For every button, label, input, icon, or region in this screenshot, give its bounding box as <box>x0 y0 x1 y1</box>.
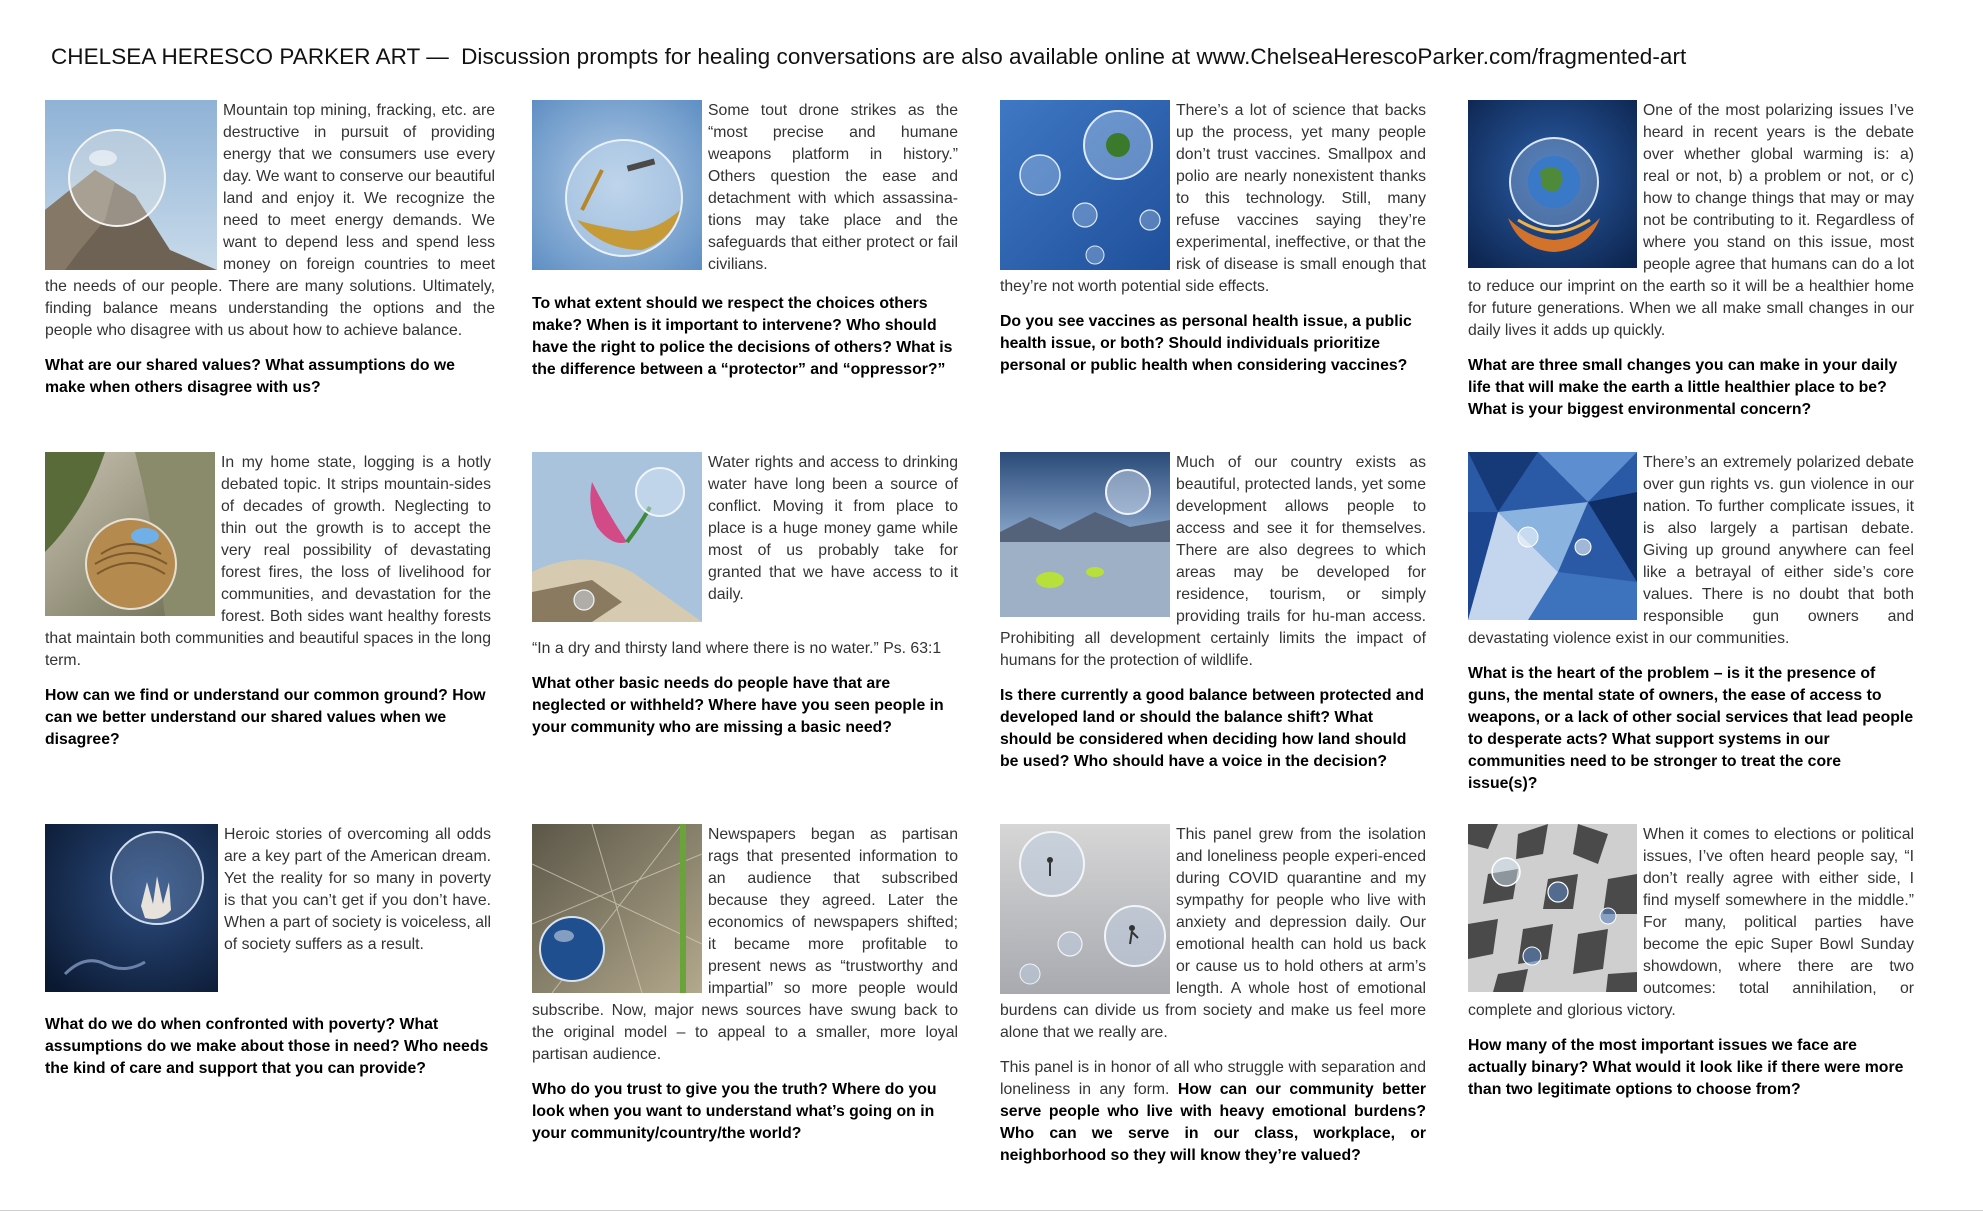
panel-text: One of the most polarizing issues I’ve heard in recent years is the debate over whether global warming is: a) real or not, b) a problem or not, or c) how to change things that may or may not be contributing to it. Regardless of where you stand on this issue, most people agree that humans can do a lot to reduce our imprint on the earth so it will be a healthier home for future generations. When we all make small changes in our daily lives it adds up quickly. <box>1468 102 1914 339</box>
panel-question: To what extent should we respect the choices others make? When is it important to intervene? Who should have the right to police the decisions of others? What is the difference between a “protector” and “oppressor?” <box>532 295 953 378</box>
panel-drones <box>532 100 958 381</box>
panel-text: Water rights and access to drinking water have long been a source of conflict. Moving it from place to place is a huge money game while most of us probably take for granted that we have access to it daily. <box>708 454 958 603</box>
panel-water <box>532 452 958 739</box>
panel-text: There’s an extremely polarized debate over gun rights vs. gun violence in our nation. To further complicate issues, it is also largely a partisan debate. Giving up ground anywhere can feel like a betrayal of either side’s core values. There is no doubt that both responsible gun owners and devastating violence exist in our communities. <box>1468 454 1914 647</box>
panel-elections <box>1468 824 1914 1101</box>
hand-bubble-painting-icon <box>45 824 218 992</box>
panel-question: What are three small changes you can make in your daily life that will make the earth a little healthier place to be? What is your biggest environmental concern? <box>1468 357 1898 418</box>
panel-logging <box>45 452 491 751</box>
panel-question: How can we find or understand our common ground? How can we better understand our shared values when we disagree? <box>45 687 486 748</box>
panel-text: There’s a lot of science that backs up the process, yet many people don’t trust vaccines. Smallpox and polio are nearly nonexistent thanks to this technology. Still, many refuse vaccines saying they’re experimental, ineffective, or that the risk of disease is small enough that they’re not worth potential side effects. <box>1000 102 1426 295</box>
page-divider <box>0 1210 1983 1211</box>
panel-news <box>532 824 958 1145</box>
brand-title: CHELSEA HERESCO PARKER ART — <box>51 44 449 69</box>
flower-water-painting-icon <box>532 452 702 622</box>
panel-text: When it comes to elections or political issues, I’ve often heard people say, “I don’t really agree with either side, I find myself somewhere in the middle.” For many, political parties have become the epic Super Bowl Sunday showdown, where there are two outcomes: total annihilation, or complete and glorious victory. <box>1468 826 1914 1019</box>
panel-text: Some tout drone strikes as the “most precise and humane weapons platform in history.” Others question the ease and detachment with which assassina-tions may take place and the safeguards that either protect or fail civilians. <box>708 102 958 273</box>
panel-text: This panel grew from the isolation and loneliness people experi-enced during COVID quarantine and my sympathy for people who live with anxiety and depression daily. Our emotional health can hold us back or cause us to hold others at arm’s length. A whole host of emotional burdens can divide us from society and make us feel more alone that we really are. <box>1000 826 1426 1041</box>
panel-question: Who do you trust to give you the truth? Where do you look when you want to understand what’s going on in your community/country/the world? <box>532 1081 937 1142</box>
panel-question: What are our shared values? What assumptions do we make when others disagree with us? <box>45 357 455 396</box>
panel-question: What is the heart of the problem – is it the presence of guns, the mental state of owners, the ease of access to weapons, or a lack of other social services that lead people to desperate acts? What support systems in our communities need to be stronger to treat the core issue(s)? <box>1468 665 1914 792</box>
panel-text: Newspapers began as partisan rags that presented information to an audience that subscribed because they agreed. Later the economics of newspapers shifted; it became more profitable to present news as “trustworthy and impartial” so more people would subscribe. Now, major news sources have swung back to the original model – to appeal to a smaller, more loyal partisan audience. <box>532 826 958 1063</box>
mountain-bubble-painting-icon <box>45 100 217 270</box>
panel-honor <box>1000 1057 1426 1167</box>
panel-energy <box>45 100 495 399</box>
drone-bubble-painting-icon <box>532 100 702 270</box>
panel-text: In my home state, logging is a hotly debated topic. It strips mountain-sides of decades of growth. Neglecting to thin out the growth is to accept the very real possibility of devastating forest fires, the loss of livelihood for communities, and devastation for the forest. Both sides want healthy forests that maintain both communities and beautiful spaces in the long term. <box>45 454 491 669</box>
panel-climate <box>1468 100 1914 421</box>
header-subtitle: Discussion prompts for healing conversations are also available online at www.ChelseaHerescoParker.com/fragmented-art <box>461 44 1687 69</box>
checkered-bubbles-painting-icon <box>1468 824 1637 992</box>
earth-fire-painting-icon <box>1468 100 1637 268</box>
panel-question: Is there currently a good balance between protected and developed land or should the balance shift? What should be considered when deciding how land should be used? Who should have a voice in the decision? <box>1000 687 1424 770</box>
panel-text: Heroic stories of overcoming all odds are a key part of the American dream. Yet the reality for so many in poverty is that you can’t get if you don’t have. When a part of society is voiceless, all of society suffers as a result. <box>224 826 491 953</box>
panel-poverty <box>45 824 491 1080</box>
forest-bubble-painting-icon <box>45 452 215 616</box>
panel-guns <box>1468 452 1914 795</box>
figures-bubbles-painting-icon <box>1000 824 1170 994</box>
web-bubble-painting-icon <box>532 824 702 993</box>
panel-isolation <box>1000 824 1426 1167</box>
panel-text: Much of our country exists as beautiful, protected lands, yet some development allows people to access and see it for themselves. There are also degrees to which areas may be developed for residence, tourism, or simply providing trails for hu-man access. Prohibiting all development certainly limits the impact of humans for the protection of wildlife. <box>1000 454 1426 669</box>
panel-quote: “In a dry and thirsty land where there is no water.” Ps. 63:1 <box>532 640 942 657</box>
panel-question: How many of the most important issues we face are actually binary? What would it look like if there were more than two legitimate options to choose from? <box>1468 1037 1904 1098</box>
panel-honor-text: This panel is in honor of all who struggle with separation and loneliness in any form. <box>1000 1059 1426 1098</box>
panel-question: Do you see vaccines as personal health issue, a public health issue, or both? Should individuals prioritize personal or public health when considering vaccines? <box>1000 313 1412 374</box>
panel-vaccines <box>1000 100 1426 377</box>
panel-question: How can our community better serve people who live with heavy emotional burdens? Who can we serve in our class, workplace, or neighborhood so they will know they’re valued? <box>1000 1081 1426 1164</box>
virus-bubbles-painting-icon <box>1000 100 1170 270</box>
panel-question: What other basic needs do people have that are neglected or withheld? Where have you seen people in your community who are missing a basic need? <box>532 675 944 736</box>
fractured-blue-painting-icon <box>1468 452 1637 620</box>
panel-question: What do we do when confronted with poverty? What assumptions do we make about those in need? Who needs the kind of care and support that you can provide? <box>45 1016 489 1077</box>
panel-land <box>1000 452 1426 773</box>
page-header <box>51 44 1951 70</box>
lake-landscape-painting-icon <box>1000 452 1170 617</box>
panel-text: Mountain top mining, fracking, etc. are destructive in pursuit of providing energy that we consumers use every day. We want to conserve our beautiful land and enjoy it. We recognize the need to meet energy demands. We want to depend less and spend less money on foreign countries to meet the needs of our people. There are many solutions. Ultimately, finding balance means understanding the options and the people who disagree with us about how to achieve balance. <box>45 102 495 339</box>
